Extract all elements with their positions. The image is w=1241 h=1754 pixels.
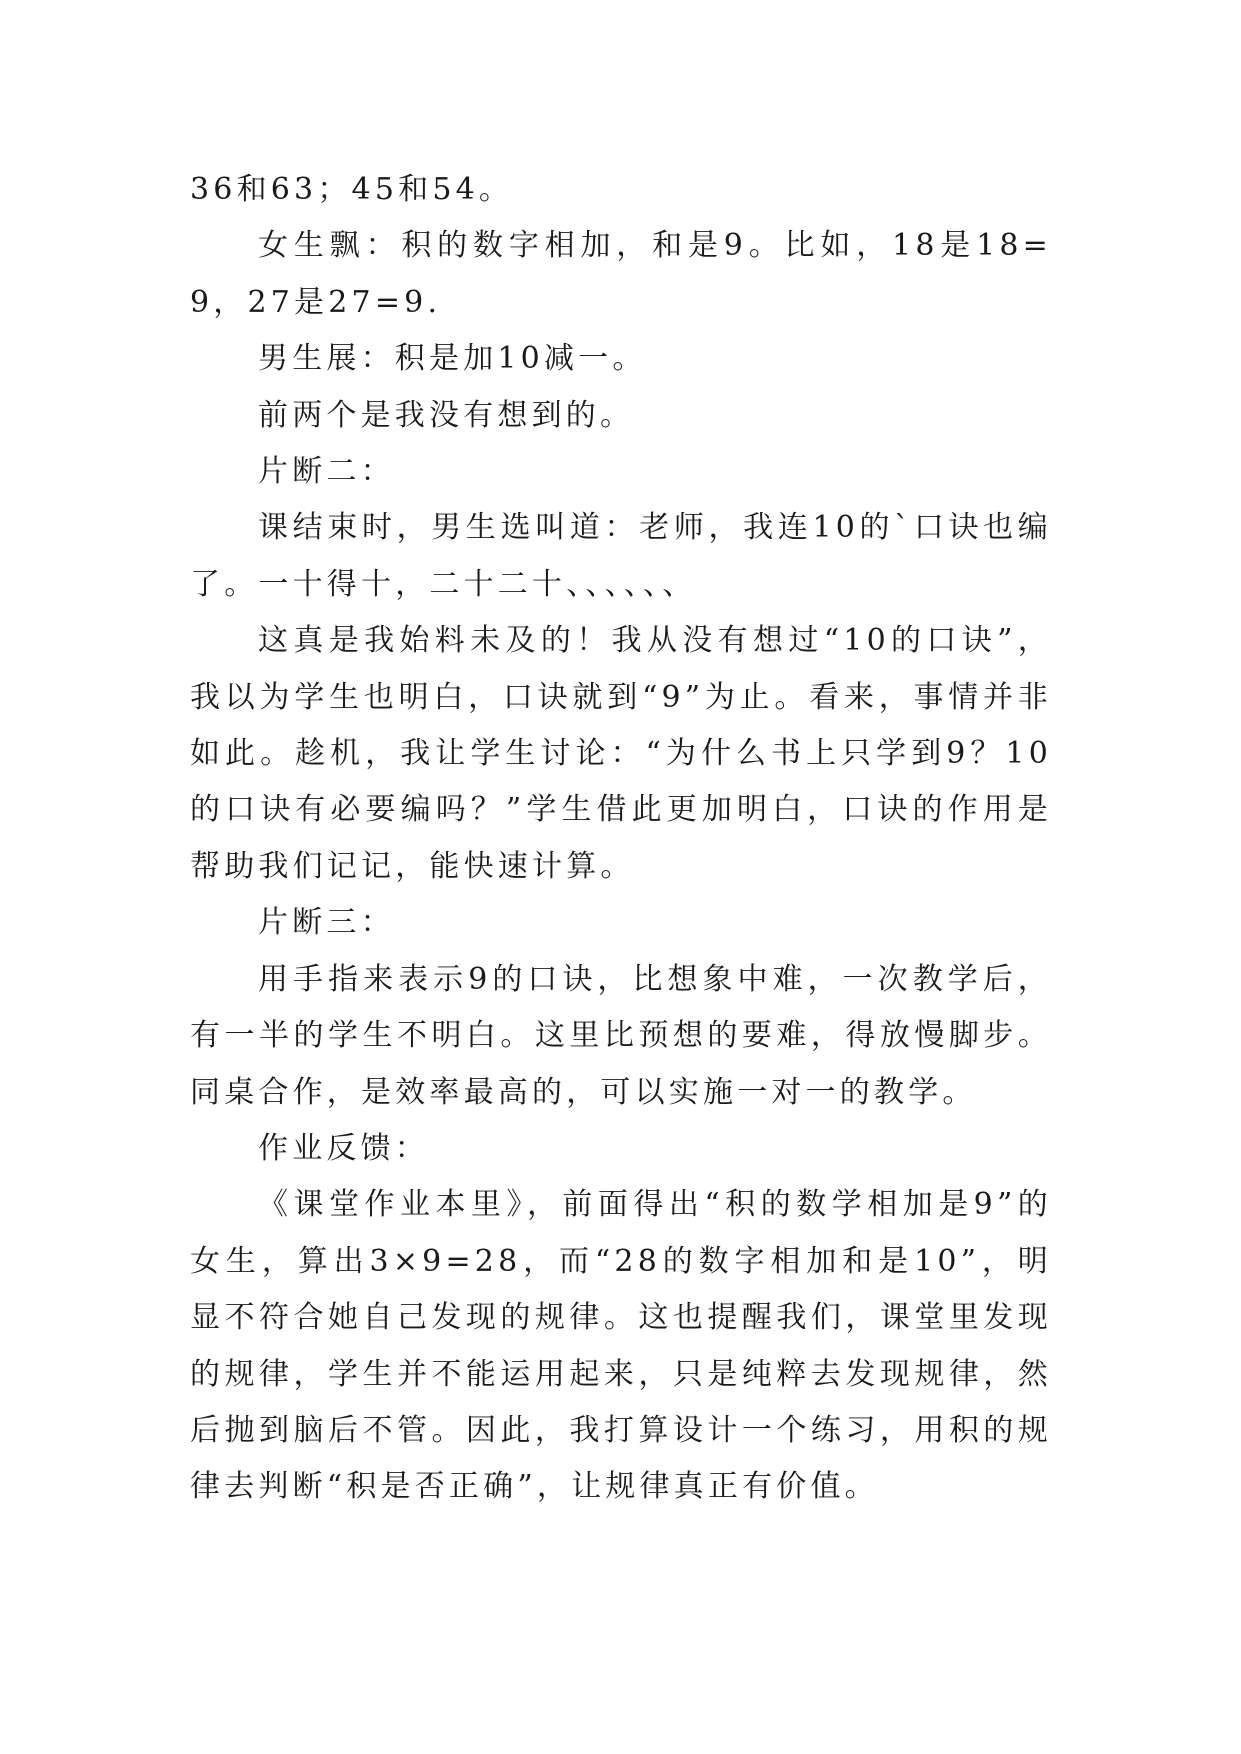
paragraph-11: 《课堂作业本里》，前面得出“积的数学相加是9”的女生，算出3×9=28，而“28的数字相加和是10”，明显不符合她自己发现的规律。这也提醒我们，课堂里发现的规律，学生并不能运用起来，只是纯粹去发现规律，然后抛到脑后不管。因此，我打算设计一个练习，用积的规律去判断“积是否正确”，让规律真正有价值。 [190, 1187, 1052, 1505]
document-body [190, 162, 1052, 1516]
section-heading-2: 片断二： [258, 454, 395, 490]
paragraph-2: 女生飘：积的数字相加，和是9。比如，18是18=9，27是27=9. [190, 228, 1052, 320]
section-heading-feedback: 作业反馈： [258, 1130, 429, 1166]
section-heading-3: 片断三： [258, 905, 395, 941]
paragraph-9: 用手指来表示9的口诀，比想象中难，一次教学后，有一半的学生不明白。这里比预想的要难，得放慢脚步。同桌合作，是效率最高的，可以实施一对一的教学。 [190, 961, 1052, 1110]
paragraph-6: 课结束时，男生选叫道：老师，我连10的`口诀也编了。一十得十，二十二十、、、、、、 [190, 510, 1052, 602]
paragraph-1: 36和63；45和54。 [190, 172, 514, 207]
paragraph-7: 这真是我始料未及的！我从没有想过“10的口诀”，我以为学生也明白，口诀就到“9”为止。看来，事情并非如此。趁机，我让学生讨论：“为什么书上只学到9？10的口诀有必要编吗？”学生借此更加明白，口诀的作用是帮助我们记记，能快速计算。 [190, 623, 1052, 884]
paragraph-3: 男生展：积是加10减一。 [258, 341, 647, 377]
paragraph-4: 前两个是我没有想到的。 [258, 397, 635, 433]
